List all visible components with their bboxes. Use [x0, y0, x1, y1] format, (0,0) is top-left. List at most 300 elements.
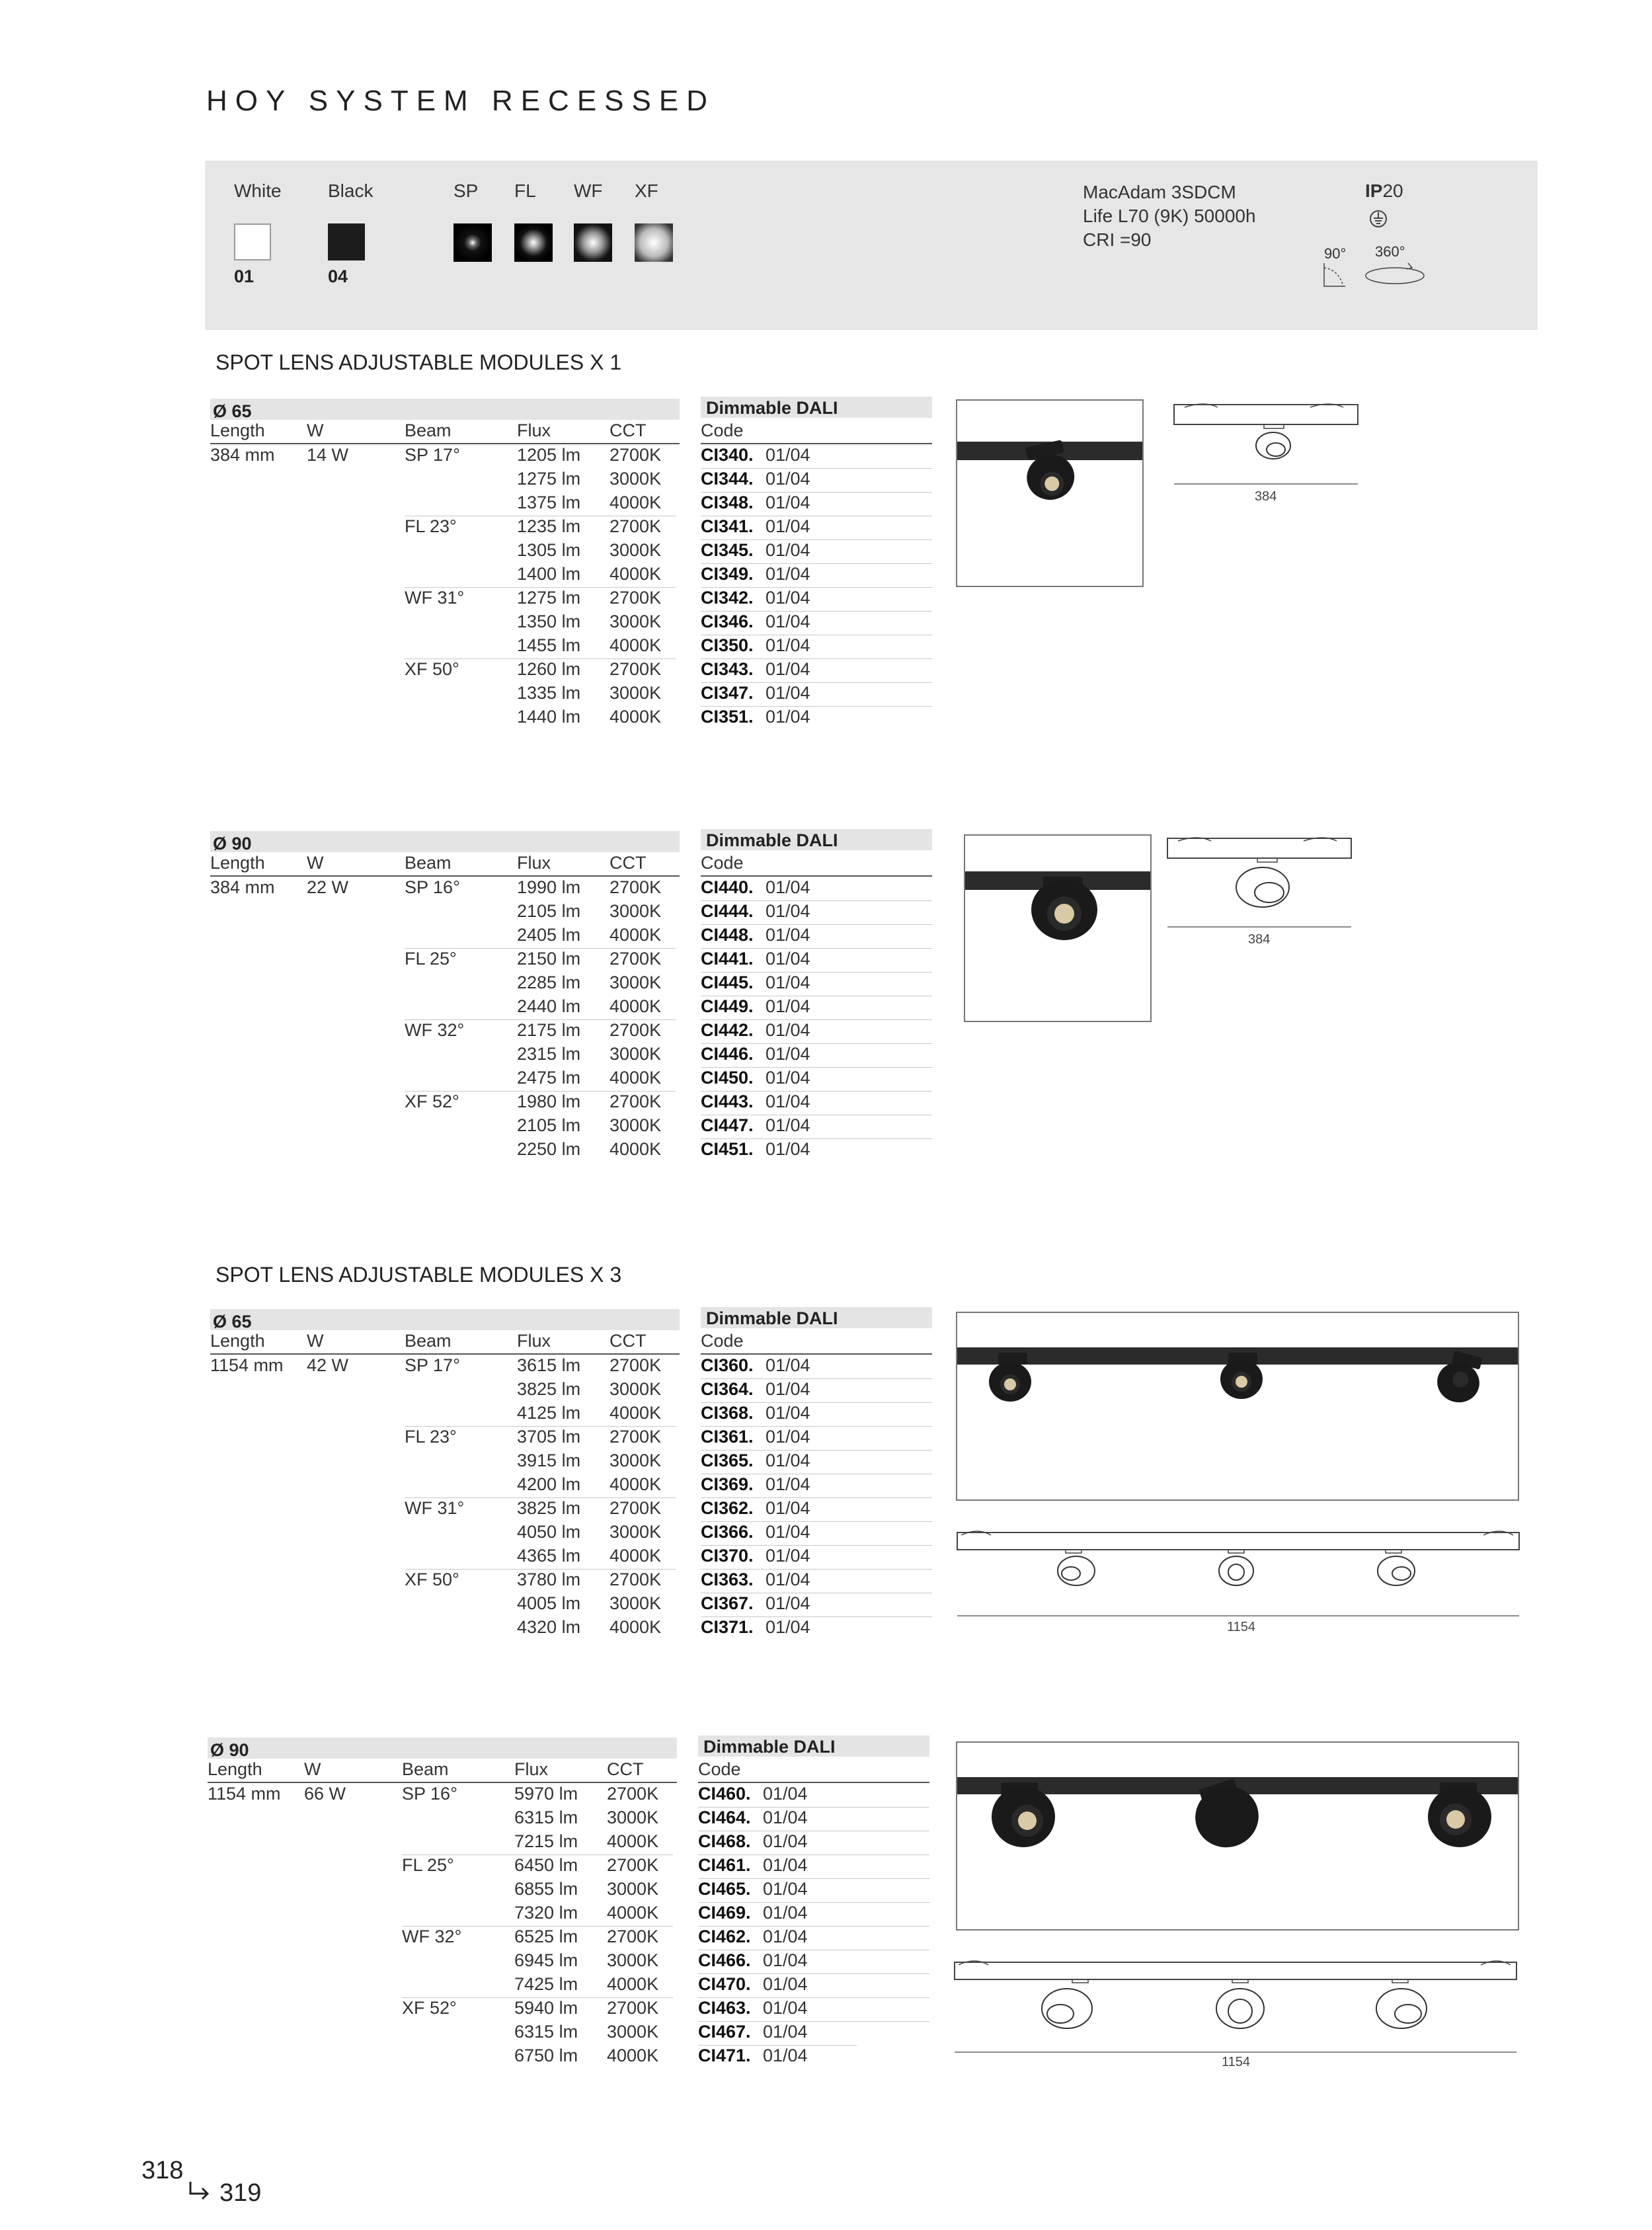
code-cell: CI347.	[701, 683, 754, 703]
spec-life: Life L70 (9K) 50000h	[1083, 206, 1256, 226]
table-row	[210, 682, 932, 706]
table-row	[210, 658, 932, 682]
cct-cell: 4000K	[610, 1474, 662, 1494]
diameter-label: Ø 90	[210, 1740, 249, 1760]
table-row	[210, 1402, 932, 1426]
flux-cell: 1205 lm	[517, 445, 581, 465]
table-row	[210, 972, 932, 996]
code-cell: CI342.	[701, 588, 754, 608]
cct-cell: 2700K	[610, 1092, 662, 1111]
next-page-link[interactable]: 319	[219, 2179, 262, 2207]
technical-drawing-x1-d90	[1165, 834, 1357, 934]
code-cell: CI351.	[701, 707, 754, 727]
flux-cell: 7425 lm	[514, 1974, 578, 1994]
code-cell: CI465.	[698, 1879, 751, 1899]
code-cell: CI442.	[701, 1020, 754, 1040]
cct-cell: 2700K	[610, 1570, 662, 1589]
code-cell: CI361.	[701, 1427, 754, 1447]
flux-cell: 2250 lm	[517, 1139, 581, 1159]
beam-cell: WF 32°	[402, 1927, 462, 1946]
finish-cell: 01/04	[763, 1784, 808, 1804]
table-row	[210, 1497, 932, 1521]
table-row	[210, 948, 932, 972]
table-row	[210, 1450, 932, 1474]
flux-cell: 1350 lm	[517, 612, 581, 631]
col-flux: Flux	[517, 853, 551, 873]
flux-cell: 6315 lm	[514, 1808, 578, 1827]
flux-cell: 2440 lm	[517, 996, 581, 1016]
finish-cell: 01/04	[763, 1998, 808, 2018]
finish-cell: 01/04	[763, 2022, 808, 2042]
cct-cell: 3000K	[610, 1379, 662, 1399]
spec-list	[1083, 180, 1256, 252]
cct-cell: 4000K	[610, 1068, 662, 1088]
length-value: 1154 mm	[210, 1355, 284, 1375]
finish-cell: 01/04	[766, 707, 810, 727]
finish-cell: 01/04	[766, 973, 810, 992]
finish-cell: 01/04	[766, 901, 810, 921]
cct-cell: 4000K	[610, 1403, 662, 1423]
beam-cell: WF 31°	[405, 1498, 465, 1518]
table-row	[210, 877, 932, 900]
beam-cell: FL 25°	[402, 1855, 454, 1875]
spotlight-triple-illustration	[957, 1743, 1519, 1931]
watt-value: 14 W	[307, 445, 349, 465]
length-value: 384 mm	[210, 445, 275, 465]
flux-cell: 7320 lm	[514, 1903, 578, 1923]
cct-cell: 3000K	[610, 1522, 662, 1542]
col-flux: Flux	[517, 1331, 551, 1351]
code-cell: CI365.	[701, 1451, 754, 1470]
product-table-x3-d65	[210, 1309, 932, 1646]
code-column-header	[698, 1759, 929, 1783]
code-column-header	[701, 1331, 932, 1355]
code-cell: CI367.	[701, 1593, 754, 1613]
table-row	[210, 1091, 932, 1115]
flux-cell: 1260 lm	[517, 659, 581, 679]
cct-cell: 4000K	[610, 1139, 662, 1159]
beam-wf-icon	[574, 223, 612, 262]
table-row	[208, 1997, 929, 2021]
beam-cell: XF 50°	[405, 1570, 459, 1589]
flux-cell: 4005 lm	[517, 1593, 581, 1613]
spotlight-illustration	[965, 836, 1152, 1022]
table-row	[210, 1521, 932, 1545]
flux-cell: 2475 lm	[517, 1068, 581, 1088]
tilt-icon	[1322, 260, 1349, 290]
watt-value: 42 W	[307, 1355, 349, 1375]
code-cell: CI360.	[701, 1355, 754, 1375]
flux-cell: 2150 lm	[517, 949, 581, 969]
cct-cell: 2700K	[607, 1784, 659, 1804]
column-headers	[208, 1759, 677, 1783]
dimension-label: 1154	[1222, 2055, 1251, 2069]
finish-cell: 01/04	[766, 564, 810, 584]
flux-cell: 3825 lm	[517, 1498, 581, 1518]
section-title-x3: SPOT LENS ADJUSTABLE MODULES X 3	[216, 1263, 622, 1287]
finish-cell: 01/04	[766, 1068, 810, 1088]
section-title-x1: SPOT LENS ADJUSTABLE MODULES X 1	[216, 350, 622, 374]
flux-cell: 1990 lm	[517, 877, 581, 897]
finish-cell: 01/04	[766, 1403, 810, 1423]
code-cell: CI461.	[698, 1855, 751, 1875]
code-cell: CI451.	[701, 1139, 754, 1159]
code-cell: CI345.	[701, 540, 754, 560]
dali-header-bar	[701, 829, 932, 850]
cct-cell: 3000K	[607, 1879, 659, 1899]
flux-cell: 1335 lm	[517, 683, 581, 703]
beam-cell: XF 52°	[405, 1092, 459, 1111]
col-w: W	[307, 1331, 324, 1351]
flux-cell: 1400 lm	[517, 564, 581, 584]
finish-cell: 01/04	[763, 1950, 808, 1970]
flux-cell: 7215 lm	[514, 1831, 578, 1851]
beam-cell: SP 17°	[405, 1355, 460, 1375]
beam-wf-label: WF	[574, 180, 603, 201]
finish-cell: 01/04	[766, 877, 810, 897]
flux-cell: 2175 lm	[517, 1020, 581, 1040]
column-headers	[210, 853, 680, 877]
col-flux: Flux	[514, 1759, 549, 1779]
flux-cell: 1235 lm	[517, 516, 581, 536]
page-turn-arrow-icon[interactable]	[186, 2180, 213, 2203]
cct-cell: 4000K	[607, 1903, 659, 1923]
finish-cell: 01/04	[766, 1570, 810, 1589]
col-w: W	[307, 853, 324, 873]
flux-cell: 3615 lm	[517, 1355, 581, 1375]
cct-cell: 2700K	[610, 659, 662, 679]
flux-cell: 1305 lm	[517, 540, 581, 560]
code-cell: CI447.	[701, 1115, 754, 1135]
product-table-x1-d65	[210, 399, 932, 736]
table-row	[210, 611, 932, 635]
col-length: Length	[210, 1331, 265, 1351]
code-cell: CI470.	[698, 1974, 751, 1994]
finish-cell: 01/04	[766, 540, 810, 560]
code-cell: CI344.	[701, 469, 754, 489]
product-photo-x1-d65	[956, 399, 1144, 587]
code-cell: CI467.	[698, 2022, 751, 2042]
beam-cell: SP 16°	[405, 877, 460, 897]
code-cell: CI348.	[701, 493, 754, 512]
col-beam: Beam	[402, 1759, 449, 1779]
cct-cell: 3000K	[607, 1950, 659, 1970]
finish-cell: 01/04	[766, 1115, 810, 1135]
beam-xf-label: XF	[635, 180, 658, 201]
flux-cell: 6945 lm	[514, 1950, 578, 1970]
beam-fl-icon	[514, 223, 553, 262]
cct-cell: 2700K	[610, 1427, 662, 1447]
cct-cell: 2700K	[610, 1020, 662, 1040]
cct-cell: 3000K	[610, 1115, 662, 1135]
table-row	[210, 468, 932, 492]
cct-cell: 4000K	[610, 1617, 662, 1637]
table-header-bar	[208, 1737, 677, 1759]
col-length: Length	[210, 420, 265, 440]
cct-cell: 2700K	[610, 1355, 662, 1375]
table-row	[208, 1973, 929, 1997]
ip-rating	[1365, 180, 1403, 202]
beam-cell: FL 23°	[405, 516, 457, 536]
rotation-icon	[1362, 260, 1428, 286]
flux-cell: 6315 lm	[514, 2022, 578, 2042]
dali-header-bar	[698, 1735, 929, 1757]
finish-cell: 01/04	[766, 1044, 810, 1064]
spec-macadam: MacAdam 3SDCM	[1083, 182, 1236, 202]
ip-value: 20	[1382, 180, 1403, 201]
table-row	[208, 1950, 929, 1973]
product-table-x3-d90	[208, 1737, 929, 2075]
col-beam: Beam	[405, 1331, 452, 1351]
cct-cell: 4000K	[610, 925, 662, 945]
table-row	[208, 1926, 929, 1950]
dali-header: Dimmable DALI	[706, 830, 838, 850]
cct-cell: 4000K	[610, 996, 662, 1016]
code-cell: CI371.	[701, 1617, 754, 1637]
table-row	[210, 1616, 932, 1640]
diameter-label: Ø 90	[213, 834, 252, 854]
finish-cell: 01/04	[766, 683, 810, 703]
col-cct: CCT	[610, 853, 647, 873]
col-beam: Beam	[405, 853, 452, 873]
code-cell: CI340.	[701, 445, 754, 465]
table-row	[210, 1138, 932, 1162]
technical-drawing-x3-d90	[952, 1953, 1519, 2059]
cct-cell: 3000K	[610, 612, 662, 631]
code-cell: CI346.	[701, 612, 754, 631]
page-number: 318	[141, 2157, 184, 2184]
finish-cell: 01/04	[766, 1617, 810, 1637]
cct-cell: 4000K	[607, 1974, 659, 1994]
col-code: Code	[701, 853, 744, 873]
code-cell: CI460.	[698, 1784, 751, 1804]
finish-cell: 01/04	[766, 949, 810, 969]
table-row	[210, 1593, 932, 1616]
code-cell: CI370.	[701, 1546, 754, 1566]
cct-cell: 4000K	[607, 1831, 659, 1851]
finish-cell: 01/04	[766, 493, 810, 512]
flux-cell: 4365 lm	[517, 1546, 581, 1566]
table-row	[210, 1378, 932, 1402]
watt-value: 66 W	[304, 1784, 346, 1804]
cct-cell: 3000K	[610, 1044, 662, 1064]
code-cell: CI368.	[701, 1403, 754, 1423]
table-row	[210, 1474, 932, 1497]
table-row	[210, 900, 932, 924]
cct-cell: 2700K	[607, 1927, 659, 1946]
beam-cell: SP 16°	[402, 1784, 457, 1804]
code-cell: CI446.	[701, 1044, 754, 1064]
finish-cell: 01/04	[766, 1139, 810, 1159]
col-cct: CCT	[610, 420, 647, 440]
cct-cell: 2700K	[610, 445, 662, 465]
code-cell: CI462.	[698, 1927, 751, 1946]
finish-cell: 01/04	[766, 445, 810, 465]
diameter-label: Ø 65	[213, 401, 252, 421]
flux-cell: 3780 lm	[517, 1570, 581, 1589]
finish-cell: 01/04	[763, 1879, 808, 1899]
finish-cell: 01/04	[763, 1903, 808, 1923]
code-column-header	[701, 420, 932, 444]
table-row	[208, 1807, 929, 1831]
col-w: W	[304, 1759, 321, 1779]
finish-cell: 01/04	[766, 1522, 810, 1542]
spec-cri: CRI =90	[1083, 229, 1152, 250]
flux-cell: 1275 lm	[517, 588, 581, 608]
cct-cell: 2700K	[610, 949, 662, 969]
beam-cell: XF 50°	[405, 659, 459, 679]
code-cell: CI440.	[701, 877, 754, 897]
finish-cell: 01/04	[766, 1355, 810, 1375]
table-row	[208, 2045, 929, 2069]
dimension-label: 384	[1248, 932, 1271, 947]
cct-cell: 3000K	[610, 683, 662, 703]
finish-cell: 01/04	[766, 588, 810, 608]
cct-cell: 3000K	[610, 1451, 662, 1470]
table-row	[210, 1043, 932, 1067]
col-code: Code	[701, 420, 744, 440]
cct-cell: 4000K	[607, 2046, 659, 2065]
flux-cell: 3825 lm	[517, 1379, 581, 1399]
col-length: Length	[210, 853, 265, 873]
product-table-x1-d90	[210, 831, 932, 1168]
flux-cell: 2105 lm	[517, 1115, 581, 1135]
code-cell: CI441.	[701, 949, 754, 969]
table-header-bar	[210, 399, 680, 420]
col-cct: CCT	[607, 1759, 644, 1779]
code-cell: CI449.	[701, 996, 754, 1016]
spotlight-illustration	[957, 401, 1144, 587]
dali-header-bar	[701, 1307, 932, 1328]
beam-cell: SP 17°	[405, 445, 460, 465]
code-cell: CI444.	[701, 901, 754, 921]
finish-cell: 01/04	[763, 2046, 808, 2065]
finish-cell: 01/04	[763, 1927, 808, 1946]
table-row	[210, 1115, 932, 1138]
finish-cell: 01/04	[766, 1092, 810, 1111]
finish-black-label: Black	[328, 180, 374, 201]
flux-cell: 6450 lm	[514, 1855, 578, 1875]
table-row	[210, 563, 932, 587]
code-cell: CI464.	[698, 1808, 751, 1827]
cct-cell: 3000K	[610, 469, 662, 489]
table-row	[210, 996, 932, 1019]
spotlight-triple-illustration	[957, 1313, 1519, 1501]
code-cell: CI448.	[701, 925, 754, 945]
code-cell: CI364.	[701, 1379, 754, 1399]
cct-cell: 3000K	[607, 1808, 659, 1827]
finish-cell: 01/04	[766, 1498, 810, 1518]
table-row	[210, 492, 932, 516]
table-row	[208, 1783, 929, 1807]
flux-cell: 6525 lm	[514, 1927, 578, 1946]
dali-header: Dimmable DALI	[706, 1308, 838, 1328]
code-cell: CI443.	[701, 1092, 754, 1111]
length-value: 1154 mm	[208, 1784, 281, 1804]
code-cell: CI463.	[698, 1998, 751, 2018]
cct-cell: 2700K	[610, 877, 662, 897]
info-band	[205, 161, 1538, 330]
finish-cell: 01/04	[766, 635, 810, 655]
table-row	[210, 539, 932, 563]
beam-xf-icon	[635, 223, 673, 262]
flux-cell: 2285 lm	[517, 973, 581, 992]
col-w: W	[307, 420, 324, 440]
code-cell: CI343.	[701, 659, 754, 679]
code-cell: CI363.	[701, 1570, 754, 1589]
table-header-bar	[210, 1309, 680, 1330]
table-row	[208, 1831, 929, 1854]
beam-sp-label: SP	[453, 180, 479, 201]
technical-drawing-x3-d65	[955, 1523, 1522, 1622]
flux-cell: 1375 lm	[517, 493, 581, 512]
flux-cell: 1275 lm	[517, 469, 581, 489]
dimension-label: 384	[1255, 489, 1277, 504]
col-flux: Flux	[517, 420, 551, 440]
table-row	[210, 1019, 932, 1043]
flux-cell: 1455 lm	[517, 635, 581, 655]
finish-cell: 01/04	[763, 1831, 808, 1851]
cct-cell: 2700K	[607, 1998, 659, 2018]
code-cell: CI349.	[701, 564, 754, 584]
beam-cell: FL 25°	[405, 949, 457, 969]
cct-cell: 4000K	[610, 564, 662, 584]
product-photo-x3-d90	[956, 1741, 1519, 1931]
tilt-label: 90°	[1324, 245, 1347, 262]
finish-cell: 01/04	[766, 1427, 810, 1447]
ground-icon	[1368, 209, 1388, 229]
beam-sp-icon	[453, 223, 492, 262]
dali-header: Dimmable DALI	[706, 398, 838, 418]
finish-white-label: White	[234, 180, 282, 201]
dali-header: Dimmable DALI	[703, 1737, 836, 1757]
col-code: Code	[698, 1759, 741, 1779]
rotation-label: 360°	[1375, 243, 1405, 260]
finish-cell: 01/04	[766, 1020, 810, 1040]
flux-cell: 4125 lm	[517, 1403, 581, 1423]
cct-cell: 3000K	[610, 973, 662, 992]
dimension-label: 1154	[1227, 1620, 1256, 1634]
table-header-bar	[210, 831, 680, 852]
flux-cell: 6750 lm	[514, 2046, 578, 2065]
cct-cell: 3000K	[610, 540, 662, 560]
finish-cell: 01/04	[766, 612, 810, 631]
flux-cell: 3705 lm	[517, 1427, 581, 1447]
flux-cell: 1440 lm	[517, 707, 581, 727]
flux-cell: 4050 lm	[517, 1522, 581, 1542]
table-row	[210, 1355, 932, 1378]
finish-cell: 01/04	[766, 1593, 810, 1613]
cct-cell: 4000K	[610, 1546, 662, 1566]
finish-cell: 01/04	[766, 659, 810, 679]
col-code: Code	[701, 1331, 744, 1351]
col-beam: Beam	[405, 420, 452, 440]
flux-cell: 3915 lm	[517, 1451, 581, 1470]
flux-cell: 6855 lm	[514, 1879, 578, 1899]
finish-cell: 01/04	[766, 1451, 810, 1470]
cct-cell: 4000K	[610, 707, 662, 727]
table-row	[210, 635, 932, 658]
cct-cell: 3000K	[607, 2022, 659, 2042]
beam-fl-label: FL	[514, 180, 536, 201]
flux-cell: 4320 lm	[517, 1617, 581, 1637]
cct-cell: 2700K	[610, 516, 662, 536]
page-title: HOY SYSTEM RECESSED	[206, 85, 715, 117]
flux-cell: 2405 lm	[517, 925, 581, 945]
white-swatch	[234, 223, 271, 260]
code-cell: CI445.	[701, 973, 754, 992]
code-cell: CI469.	[698, 1903, 751, 1923]
